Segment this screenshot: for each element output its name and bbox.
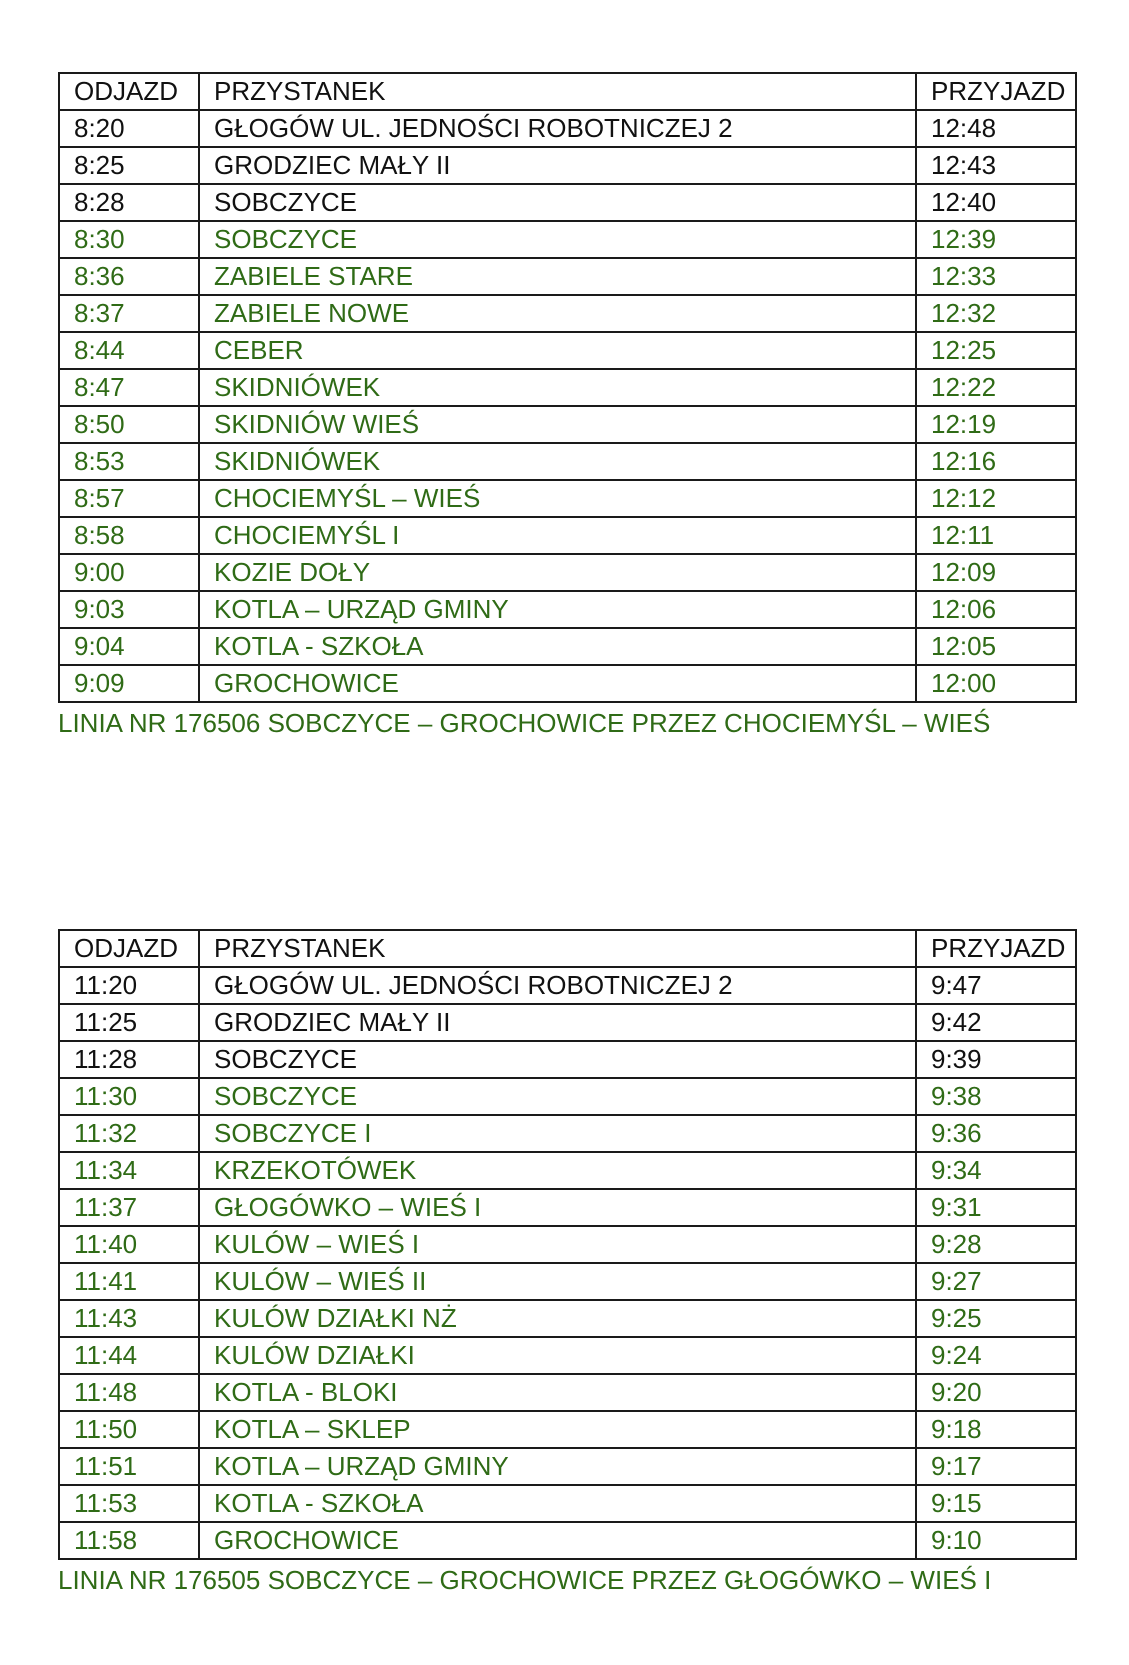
- stop-cell: KOTLA - SZKOŁA: [199, 1485, 916, 1522]
- departure-cell: 8:28: [59, 184, 199, 221]
- arrival-cell: 12:11: [916, 517, 1076, 554]
- stop-cell: GŁOGÓW UL. JEDNOŚCI ROBOTNICZEJ 2: [199, 967, 916, 1004]
- departure-cell: 9:09: [59, 665, 199, 702]
- stop-cell: CHOCIEMYŚL I: [199, 517, 916, 554]
- stop-cell: KOTLA – SKLEP: [199, 1411, 916, 1448]
- table-row: [59, 1374, 1076, 1411]
- table-row: [59, 1485, 1076, 1522]
- table-row: [59, 369, 1076, 406]
- departure-cell: 11:37: [59, 1189, 199, 1226]
- table-row: [59, 1411, 1076, 1448]
- arrival-cell: 9:17: [916, 1448, 1076, 1485]
- departure-cell: 8:36: [59, 258, 199, 295]
- table-row: [59, 443, 1076, 480]
- departure-cell: 11:50: [59, 1411, 199, 1448]
- departure-cell: 11:51: [59, 1448, 199, 1485]
- arrival-cell: 9:28: [916, 1226, 1076, 1263]
- stop-cell: ZABIELE STARE: [199, 258, 916, 295]
- table-row: [59, 1115, 1076, 1152]
- table-row: [59, 1078, 1076, 1115]
- departure-cell: 8:58: [59, 517, 199, 554]
- arrival-cell: 12:40: [916, 184, 1076, 221]
- departure-cell: 11:41: [59, 1263, 199, 1300]
- departure-cell: 8:44: [59, 332, 199, 369]
- table-row: [59, 591, 1076, 628]
- arrival-cell: 12:33: [916, 258, 1076, 295]
- stop-cell: KOTLA – URZĄD GMINY: [199, 1448, 916, 1485]
- departure-cell: 11:25: [59, 1004, 199, 1041]
- schedule-table: [58, 72, 1077, 703]
- departure-cell: 8:50: [59, 406, 199, 443]
- stop-cell: SOBCZYCE: [199, 1041, 916, 1078]
- stop-cell: SKIDNIÓWEK: [199, 369, 916, 406]
- table-row: [59, 1004, 1076, 1041]
- stop-cell: SOBCZYCE: [199, 1078, 916, 1115]
- table-row: [59, 665, 1076, 702]
- stop-cell: KULÓW – WIEŚ I: [199, 1226, 916, 1263]
- table-row: [59, 517, 1076, 554]
- arrival-cell: 9:18: [916, 1411, 1076, 1448]
- arrival-cell: 9:36: [916, 1115, 1076, 1152]
- departure-cell: 8:20: [59, 110, 199, 147]
- arrival-cell: 9:27: [916, 1263, 1076, 1300]
- timetable-line-176506: [58, 72, 1075, 739]
- column-header-arrival: PRZYJAZD: [916, 930, 1076, 967]
- table-header-row: [59, 73, 1076, 110]
- table-row: [59, 1263, 1076, 1300]
- arrival-cell: 12:12: [916, 480, 1076, 517]
- table-row: [59, 110, 1076, 147]
- departure-cell: 11:44: [59, 1337, 199, 1374]
- arrival-cell: 12:32: [916, 295, 1076, 332]
- table-row: [59, 1041, 1076, 1078]
- stop-cell: GROCHOWICE: [199, 1522, 916, 1559]
- arrival-cell: 9:15: [916, 1485, 1076, 1522]
- arrival-cell: 12:19: [916, 406, 1076, 443]
- table-row: [59, 1300, 1076, 1337]
- arrival-cell: 12:00: [916, 665, 1076, 702]
- arrival-cell: 9:39: [916, 1041, 1076, 1078]
- stop-cell: KULÓW DZIAŁKI NŻ: [199, 1300, 916, 1337]
- table-row: [59, 1448, 1076, 1485]
- departure-cell: 11:53: [59, 1485, 199, 1522]
- table-body: [59, 967, 1076, 1559]
- arrival-cell: 9:47: [916, 967, 1076, 1004]
- departure-cell: 8:37: [59, 295, 199, 332]
- departure-cell: 11:34: [59, 1152, 199, 1189]
- stop-cell: KULÓW – WIEŚ II: [199, 1263, 916, 1300]
- departure-cell: 8:25: [59, 147, 199, 184]
- departure-cell: 9:00: [59, 554, 199, 591]
- arrival-cell: 12:43: [916, 147, 1076, 184]
- stop-cell: CHOCIEMYŚL – WIEŚ: [199, 480, 916, 517]
- column-header-arrival: PRZYJAZD: [916, 73, 1076, 110]
- stop-cell: KOTLA - SZKOŁA: [199, 628, 916, 665]
- timetable-line-176505: [58, 929, 1075, 1596]
- table-row: [59, 221, 1076, 258]
- departure-cell: 11:28: [59, 1041, 199, 1078]
- arrival-cell: 9:20: [916, 1374, 1076, 1411]
- schedule-table: [58, 929, 1077, 1560]
- column-header-departure: ODJAZD: [59, 73, 199, 110]
- arrival-cell: 12:39: [916, 221, 1076, 258]
- stop-cell: GROCHOWICE: [199, 665, 916, 702]
- arrival-cell: 9:34: [916, 1152, 1076, 1189]
- table-row: [59, 1226, 1076, 1263]
- table-row: [59, 1337, 1076, 1374]
- arrival-cell: 9:24: [916, 1337, 1076, 1374]
- table-header-row: [59, 930, 1076, 967]
- stop-cell: KRZEKOTÓWEK: [199, 1152, 916, 1189]
- departure-cell: 8:57: [59, 480, 199, 517]
- stop-cell: GRODZIEC MAŁY II: [199, 147, 916, 184]
- arrival-cell: 12:16: [916, 443, 1076, 480]
- arrival-cell: 12:25: [916, 332, 1076, 369]
- table-row: [59, 1189, 1076, 1226]
- departure-cell: 8:47: [59, 369, 199, 406]
- stop-cell: KOTLA – URZĄD GMINY: [199, 591, 916, 628]
- table-row: [59, 147, 1076, 184]
- line-caption: LINIA NR 176506 SOBCZYCE – GROCHOWICE PRZEZ CHOCIEMYŚL – WIEŚ: [58, 708, 991, 738]
- table-row: [59, 1522, 1076, 1559]
- departure-cell: 8:30: [59, 221, 199, 258]
- departure-cell: 9:03: [59, 591, 199, 628]
- arrival-cell: 9:42: [916, 1004, 1076, 1041]
- table-row: [59, 295, 1076, 332]
- departure-cell: 11:48: [59, 1374, 199, 1411]
- departure-cell: 11:30: [59, 1078, 199, 1115]
- arrival-cell: 9:10: [916, 1522, 1076, 1559]
- stop-cell: KOTLA - BLOKI: [199, 1374, 916, 1411]
- stop-cell: GRODZIEC MAŁY II: [199, 1004, 916, 1041]
- table-row: [59, 406, 1076, 443]
- table-row: [59, 258, 1076, 295]
- stop-cell: SOBCZYCE: [199, 221, 916, 258]
- departure-cell: 8:53: [59, 443, 199, 480]
- table-row: [59, 554, 1076, 591]
- table-row: [59, 480, 1076, 517]
- arrival-cell: 12:09: [916, 554, 1076, 591]
- arrival-cell: 9:31: [916, 1189, 1076, 1226]
- arrival-cell: 12:22: [916, 369, 1076, 406]
- stop-cell: KOZIE DOŁY: [199, 554, 916, 591]
- table-row: [59, 332, 1076, 369]
- column-header-stop: PRZYSTANEK: [199, 930, 916, 967]
- departure-cell: 11:32: [59, 1115, 199, 1152]
- arrival-cell: 12:48: [916, 110, 1076, 147]
- stop-cell: SOBCZYCE: [199, 184, 916, 221]
- stop-cell: CEBER: [199, 332, 916, 369]
- column-header-departure: ODJAZD: [59, 930, 199, 967]
- stop-cell: SKIDNIÓWEK: [199, 443, 916, 480]
- table-body: [59, 110, 1076, 702]
- departure-cell: 11:40: [59, 1226, 199, 1263]
- stop-cell: GŁOGÓWKO – WIEŚ I: [199, 1189, 916, 1226]
- arrival-cell: 12:05: [916, 628, 1076, 665]
- stop-cell: GŁOGÓW UL. JEDNOŚCI ROBOTNICZEJ 2: [199, 110, 916, 147]
- departure-cell: 11:43: [59, 1300, 199, 1337]
- stop-cell: SKIDNIÓW WIEŚ: [199, 406, 916, 443]
- departure-cell: 11:58: [59, 1522, 199, 1559]
- table-row: [59, 184, 1076, 221]
- line-caption: LINIA NR 176505 SOBCZYCE – GROCHOWICE PRZEZ GŁOGÓWKO – WIEŚ I: [58, 1565, 992, 1595]
- table-row: [59, 967, 1076, 1004]
- arrival-cell: 9:25: [916, 1300, 1076, 1337]
- departure-cell: 9:04: [59, 628, 199, 665]
- stop-cell: KULÓW DZIAŁKI: [199, 1337, 916, 1374]
- column-header-stop: PRZYSTANEK: [199, 73, 916, 110]
- arrival-cell: 9:38: [916, 1078, 1076, 1115]
- table-row: [59, 1152, 1076, 1189]
- departure-cell: 11:20: [59, 967, 199, 1004]
- arrival-cell: 12:06: [916, 591, 1076, 628]
- stop-cell: ZABIELE NOWE: [199, 295, 916, 332]
- stop-cell: SOBCZYCE I: [199, 1115, 916, 1152]
- table-row: [59, 628, 1076, 665]
